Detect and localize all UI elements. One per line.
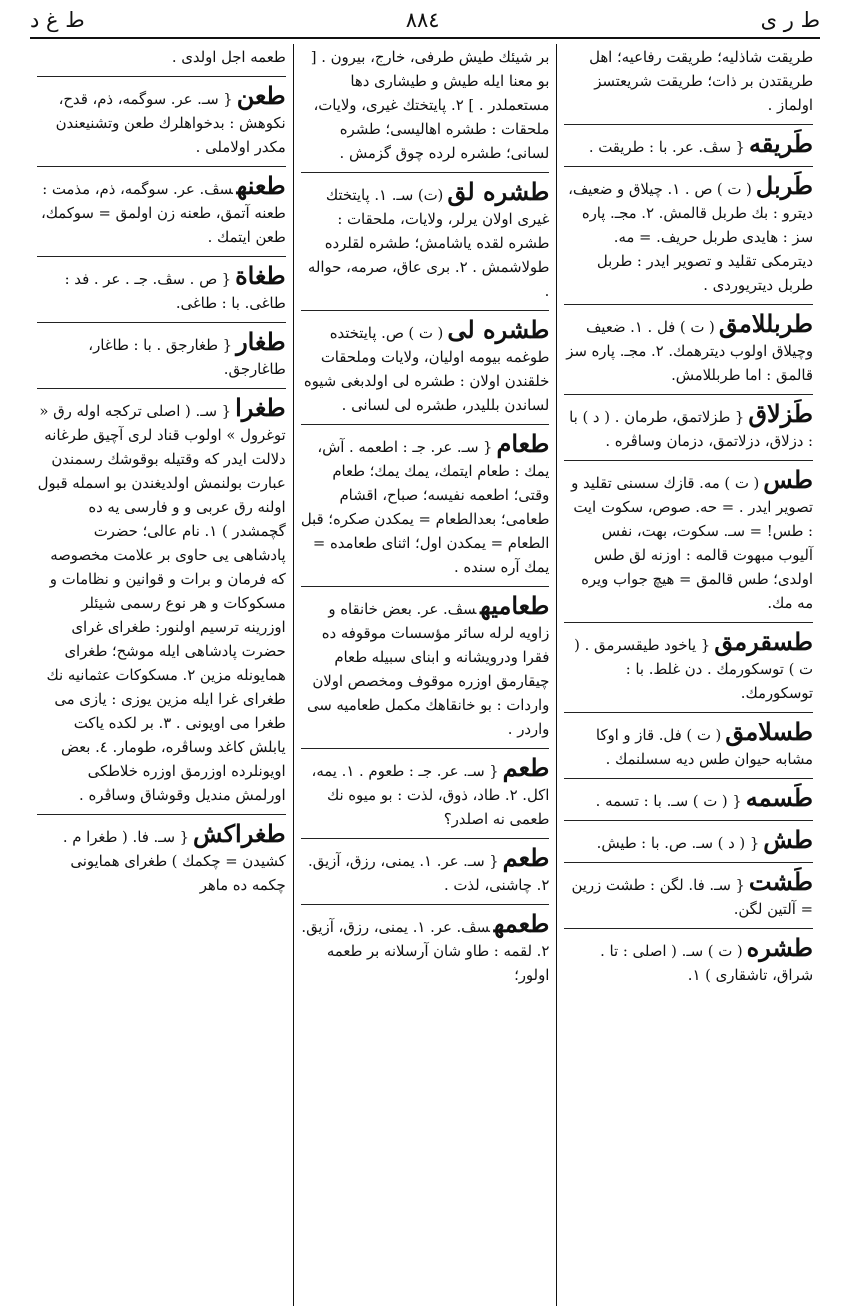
entry-headword: طعنه	[236, 171, 286, 200]
header-left-letters: ط غ د	[30, 8, 85, 32]
dictionary-entry	[37, 322, 286, 382]
header-right-letters: ط ر ى	[760, 8, 820, 32]
dictionary-entry	[301, 904, 550, 988]
page-number: ٨٨٤	[405, 8, 440, 32]
entry-headword: طسقرمق	[714, 627, 813, 656]
entry-headword: طغرا	[235, 393, 286, 422]
entry-headword: طربللامق	[718, 309, 813, 338]
dictionary-entry	[564, 622, 813, 706]
entry-definition: ( ت ) مه. قازك سسنى تقليد و تصوير ايدر . = حه. صوص، سكوت ايت : طس! = سـ. سكوت، بهت، نفس آليوب مبهوت قالمه : اوزنه لق طس اولدى؛ طس قالمق = هيچ جواب ويره مه مك.	[571, 475, 813, 612]
page-header	[30, 6, 820, 34]
entry-headword: طس	[763, 465, 813, 494]
dictionary-entry	[301, 310, 550, 418]
entry-definition: سڤ. عر. ١. يمنى، رزق، آزيق. ٢. لقمه : طاو شان آرسلانه بر طعمه اولور؛	[301, 919, 550, 984]
dictionary-entry	[37, 814, 286, 898]
entry-headword: طغار	[236, 327, 286, 356]
entry-headword: طغاة	[235, 261, 286, 290]
dictionary-entry	[564, 304, 813, 388]
entry-definition: { سـ. عر. جـ : اطعمه . آش، يمك : طعام ايتمك، يمك يمك؛ طعام وقتى؛ اطعمه نفيسه؛ صباح، اقشام طعامى؛ بعدالطعام = يمكدن صكره؛ قبل الطعام = يمكدن اول؛ اثناى طعامده = يمك آره سنده .	[300, 439, 550, 576]
entry-definition: ( ت ) فل. قاز و اوكا مشابه حيوان طس ديه سسلنمك .	[595, 727, 813, 768]
dictionary-entry	[301, 838, 550, 898]
entry-definition: { ( د ) سـ. ص. با : طيش.	[596, 835, 760, 852]
entry-headword: طشره لق	[447, 177, 550, 206]
entry-definition: { سـ. ( اصلى تركجه اوله رق « توغرول » اولوب قناد لرى آچيق طرغانه دلالت ايدر كه وقتيله بوقوشك رسمندن عبارت بولنمش اولديغندن بو اسمله قبول اولنه رق عربى و و فارسى يه ده گچمشدر ) ١. نام عالى؛ حضرت پادشاهى يى حاوى بر علامت مخصوصه كه فرمان و برات و قوانين و نظامات و مسكوكات و هر نوع رسمى شيئلر اوزرينه ترسيم اولنور: طغراى غراى حضرت پادشاهى ايله موشح؛ طغراى همايونله مزين ٢. مسكوكات عثمانيه نك طغراى غرا ايله مزين يوزى : يازى مى طغرا مى اويونى . ٣. بر لكده ياكت يابلش كاغد وساڤره، طومار. ٤. بعض اويونلرده اوزرمق اوزره خلاطكى اورلمش منديل وقوشاق وساڤره .	[37, 403, 286, 804]
entry-headword: طعمه	[493, 909, 550, 938]
dictionary-entry	[564, 778, 813, 814]
entry-definition: بر شيئك طيش طرفى، خارج، بيرون . [ بو معنا ايله طيش و طيشارى دها مستعملدر . ] ٢. پايتختك غيرى، ولايات، ملحقات : طشره اهاليسى؛ طشره لسانى؛ طشره لرده چوق گزمش .	[310, 49, 550, 162]
dictionary-entry	[564, 166, 813, 298]
entry-headword: طَسمه	[745, 783, 813, 812]
entry-definition: ( ت ) سـ. ( اصلى : تا . شراق، تاشقارى ) ١.	[600, 943, 813, 984]
entry-definition: طعمه اجل اولدى .	[171, 49, 286, 66]
entry-definition: { سـ. عر. جـ : طعوم . ١. يمه، اكل. ٢. طاد، ذوق، لذت : بو ميوه نك طعمى نه اصلدر؟	[311, 763, 550, 828]
entry-definition: طريقت شاذليه؛ طريقت رفاعيه؛ اهل طريقتدن بر ذات؛ طريقت شريعتسز اولماز .	[589, 49, 813, 114]
dictionary-entry	[564, 460, 813, 616]
entry-headword: طعاميه	[480, 591, 550, 620]
entry-definition: (ت) سـ. ١. پايتختك غيرى اولان يرلر، ولايات، ملحقات : طشره لقده ياشامش؛ طشره لقلرده طولاشمش . ٢. برى عاق، صرمه، حواله .	[307, 187, 550, 300]
dictionary-entry	[37, 256, 286, 316]
dictionary-entry	[564, 712, 813, 772]
entry-headword: طسلامق	[725, 717, 813, 746]
entry-headword: طَشت	[748, 867, 813, 896]
column-1	[557, 44, 820, 1306]
entry-headword: طعم	[502, 753, 550, 782]
dictionary-entry	[564, 928, 813, 988]
entry-headword: طعم	[502, 843, 550, 872]
entry-headword: طشره	[746, 933, 813, 962]
entry-headword: طَريقه	[748, 129, 813, 158]
entry-headword: طَربل	[755, 171, 813, 200]
column-2	[294, 44, 558, 1306]
entry-definition: { ياخود طيقسرمق . ( ت ) توسكورمك . دن غلط. با : توسكورمك.	[574, 637, 813, 702]
dictionary-entry	[564, 862, 813, 922]
dictionary-entry	[301, 748, 550, 832]
entry-definition: سڤ. عر. سوگمه، ذم، مذمت : طعنه آتمق، طعنه زن اولمق = سوكمك، طعن ايتمك .	[40, 181, 286, 246]
dictionary-entry	[564, 394, 813, 454]
entry-headword: طعن	[236, 81, 286, 110]
entry-headword: طعام	[496, 429, 550, 458]
entry-definition: { طزلاتمق، طرمان . ( د ) با : دزلاق، دزلاتمق، دزمان وساڤره .	[569, 409, 813, 450]
entry-definition: { سـ. فا. ( طغرا م . كشيدن = چكمك ) طغراى همايونى چكمه ده ماهر	[62, 829, 286, 894]
dictionary-entry	[37, 46, 286, 70]
dictionary-entry	[564, 124, 813, 160]
entry-definition: { طغارجق . با : طاغار، طاغارجق.	[88, 337, 286, 378]
dictionary-entry	[37, 76, 286, 160]
entry-headword: طشره لى	[447, 315, 550, 344]
entry-headword: طغراكش	[193, 819, 286, 848]
entry-definition: ( ت ) فل . ١. ضعيف وچيلاق اولوب ديترهمك. ٢. مجـ. پاره سز قالمق : اما طربللامش.	[566, 319, 813, 384]
dictionary-entry	[301, 46, 550, 166]
entry-headword: طَزلاق	[748, 399, 813, 428]
column-3	[30, 44, 294, 1306]
entry-headword: طش	[763, 825, 813, 854]
entry-definition: { ص . سڤ. جـ . عر . فد : طاغى. با : طاغى.	[64, 271, 286, 312]
entry-definition: { ( ت ) سـ. با : تسمه .	[595, 793, 742, 810]
entry-definition: { سـ. عر. سوگمه، ذم، قدح، نكوهش : بدخواهلرك طعن وتشنيعندن مكدر اولاملى .	[55, 91, 286, 156]
entry-definition: سڤ. عر. بعض خانقاه و زاويه لرله سائر مؤسسات موقوفه ده فقرا ودرويشانه و ابناى سبيله طعام چيقارمق اوزره موقوف ومخصص اولان واردات : بو خانقاهك مكمل طعاميه سى واردر .	[306, 601, 550, 738]
header-rule	[30, 37, 820, 39]
dictionary-entry	[37, 166, 286, 250]
dictionary-entry	[564, 820, 813, 856]
dictionary-entry	[301, 424, 550, 580]
entry-definition: { سـ. فا. لگن : طشت زرين = آلتين لگن.	[571, 877, 813, 918]
dictionary-entry	[301, 586, 550, 742]
dictionary-entry	[564, 46, 813, 118]
dictionary-entry	[37, 388, 286, 808]
entry-definition: ( ت ) ص. پايتختده طوغمه بيومه اوليان، ولايات وملحقات خلقندن اولان : طشره لى اولدبغى شيوه لساندن بلليدر، طشره لى لسانى .	[303, 325, 550, 414]
entry-definition: { سـ. عر. ١. يمنى، رزق، آزيق. ٢. چاشنى، لذت .	[308, 853, 550, 894]
entry-definition: { سڤ. عر. با : طريقت .	[588, 139, 745, 156]
dictionary-entry	[301, 172, 550, 304]
columns	[30, 44, 820, 1306]
entry-definition: ( ت ) ص . ١. چيلاق و ضعيف، ديترو : بك طربل قالمش. ٢. مجـ. پاره سز : هايدى طربل حريف. = مه. ديترمكى تقليد و تصوير ايدر : طربل طربل ديتريوردى .	[568, 181, 813, 294]
